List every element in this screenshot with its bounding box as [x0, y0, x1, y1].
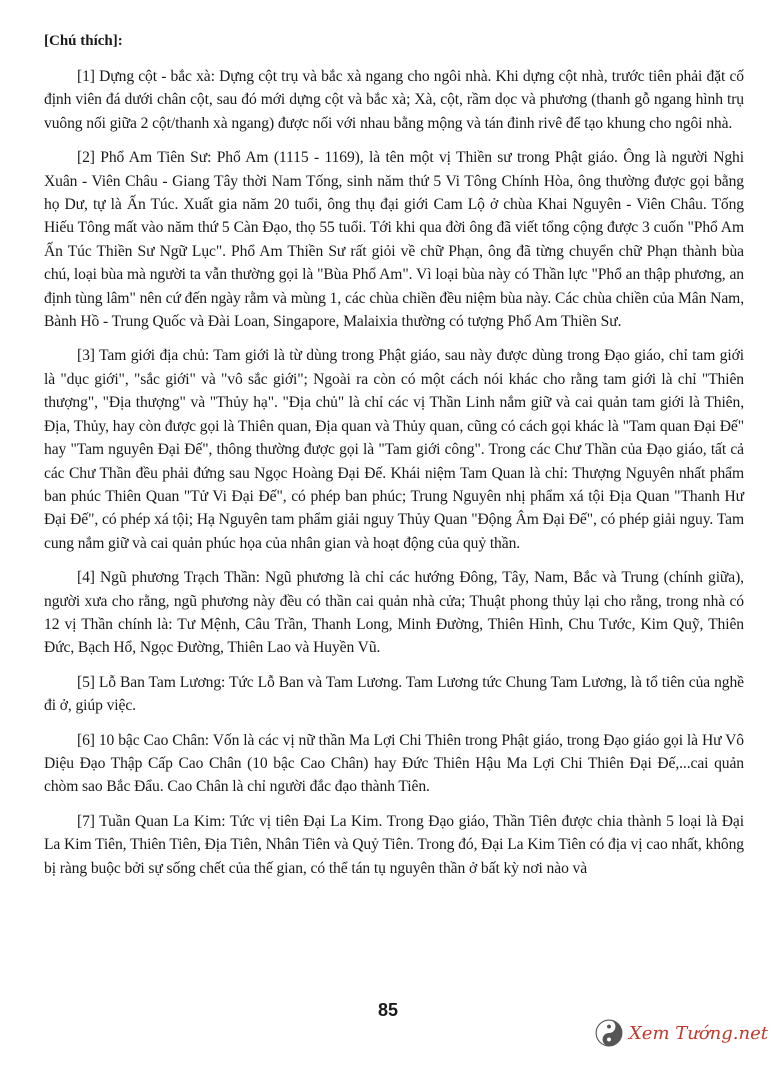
note-6: [6] 10 bậc Cao Chân: Vốn là các vị nữ thần Ma Lợi Chi Thiên trong Phật giáo, trong Đạo giáo gọi là Hư Vô Diệu Đạo Thập Cấp Cao Chân (10 bậc Cao Chân) hay Đức Thiên Hậu Ma Lợi Chi Thiên Đại Đế,...cai quản chòm sao Bắc Đẩu. Cao Chân là chỉ người đắc đạo thành Tiên. — [44, 731, 744, 796]
watermark-text: Xem Tướng.net — [628, 1022, 768, 1044]
watermark — [595, 1019, 768, 1047]
note-4: [4] Ngũ phương Trạch Thần: Ngũ phương là chỉ các hướng Đông, Tây, Nam, Bắc và Trung (chính giữa), người xưa cho rằng, ngũ phương này đều có thần cai quản nhà cửa; Thuật phong thủy lại cho rằng, trong nhà có 12 vị Thần chính là: Tư Mệnh, Câu Trần, Thanh Long, Minh Đường, Thiên Hình, Chu Tước, Kim Quỹ, Thiên Đức, Bạch Hổ, Ngọc Đường, Thiên Lao và Huyền Vũ. — [44, 569, 744, 657]
note-2: [2] Phổ Am Tiên Sư: Phổ Am (1115 - 1169), là tên một vị Thiền sư trong Phật giáo. Ông là người Nghi Xuân - Viên Châu - Giang Tây thời Nam Tống, sinh năm thứ 5 Vi Tông Chính Hòa, ông thường được gọi bằng họ Dư, tự là Ấn Túc. Xuất gia năm 20 tuổi, ông thụ đại giới Cam Lộ ở chùa Khai Nguyên - Viên Châu. Tống Hiếu Tông mất vào năm thứ 5 Càn Đạo, thọ 55 tuổi. Tới khi qua đời ông đã viết tổng cộng được 3 cuốn "Phổ Am Ấn Túc Thiền Sư Ngữ Lục". Phổ Am Thiền Sư rất giỏi về chữ Phạn, ông đã từng chuyển chữ Phạn thành bùa chú, loại bùa mà người ta vẫn thường gọi là "Bùa Phổ Am". Vì loại bùa này có Thần lực "Phổ an thập phương, an định tùng lâm" nên cứ đến ngày rằm và mùng 1, các chùa chiền đều niệm bùa này. Các chùa chiền của Mân Nam, Bành Hồ - Trung Quốc và Đài Loan, Singapore, Malaixia thường có tượng Phổ Am Thiền Sư. — [44, 149, 744, 331]
page-number: 85 — [377, 1000, 399, 1020]
note-5: [5] Lỗ Ban Tam Lương: Tức Lỗ Ban và Tam Lương. Tam Lương tức Chung Tam Lương, là tổ tiên của nghề đi ở, giúp việc. — [44, 673, 744, 715]
note-3: [3] Tam giới địa chủ: Tam giới là từ dùng trong Phật giáo, sau này được dùng trong Đạo giáo, chỉ tam giới là "dục giới", "sắc giới" và "vô sắc giới"; Ngoài ra còn có một cách nói khác cho rằng tam giới là chỉ "Thiên thượng", "Địa thượng" và "Thủy hạ". "Địa chủ" là chỉ các vị Thần Linh nắm giữ và cai quản tam giới là Thiên, Địa, Thủy, hay còn được gọi là Thiên quan, Địa quan và Thủy quan, cũng có cách gọi khác là "Tam quan Đại Đế" hay "Tam nguyên Đại Đế", thông thường được gọi là "Tam giới công". Trong các Chư Thần của Đạo giáo, tất cả các Chư Thần đều phải đứng sau Ngọc Hoàng Đại Đế. Khái niệm Tam Quan là chỉ: Thượng Nguyên nhất phẩm ban phúc Thiên Quan "Tử Vi Đại Đế", có phép ban phúc; Trung Nguyên nhị phẩm xá tội Địa Quan "Thanh Hư Đại Đế", có phép xá tội; Hạ Nguyên tam phẩm giải nguy Thủy Quan "Động Âm Đại Đế", có phép giải nguy. Tam cung nắm giữ và cai quản phúc họa của nhân gian và hoạt động của quỷ thần. — [44, 347, 744, 552]
note-7: [7] Tuần Quan La Kim: Tức vị tiên Đại La Kim. Trong Đạo giáo, Thần Tiên được chia thành 5 loại là Đại La Kim Tiên, Thiên Tiên, Địa Tiên, Nhân Tiên và Quỷ Tiên. Trong đó, Đại La Kim Tiên có địa vị cao nhất, không bị ràng buộc bởi sự sống chết của thế gian, có thể tán tụ nguyên thần ở bất kỳ nơi nào và — [44, 812, 744, 877]
document-body — [44, 30, 744, 891]
notes-heading: [Chú thích]: — [44, 33, 123, 49]
yin-yang-icon — [595, 1019, 623, 1047]
note-1: [1] Dựng cột - bắc xà: Dựng cột trụ và bắc xà ngang cho ngôi nhà. Khi dựng cột nhà, trước tiên phải đặt cố định viên đá dưới chân cột, sau đó mới dựng cột và bắc xà; Xà, cột, rầm dọc và phương (thanh gỗ ngang hình trụ vuông nối giữa 2 cột/thanh xà ngang) được nối với nhau bằng mộng và tán đinh rivê để tạo khung cho ngôi nhà. — [44, 68, 744, 132]
